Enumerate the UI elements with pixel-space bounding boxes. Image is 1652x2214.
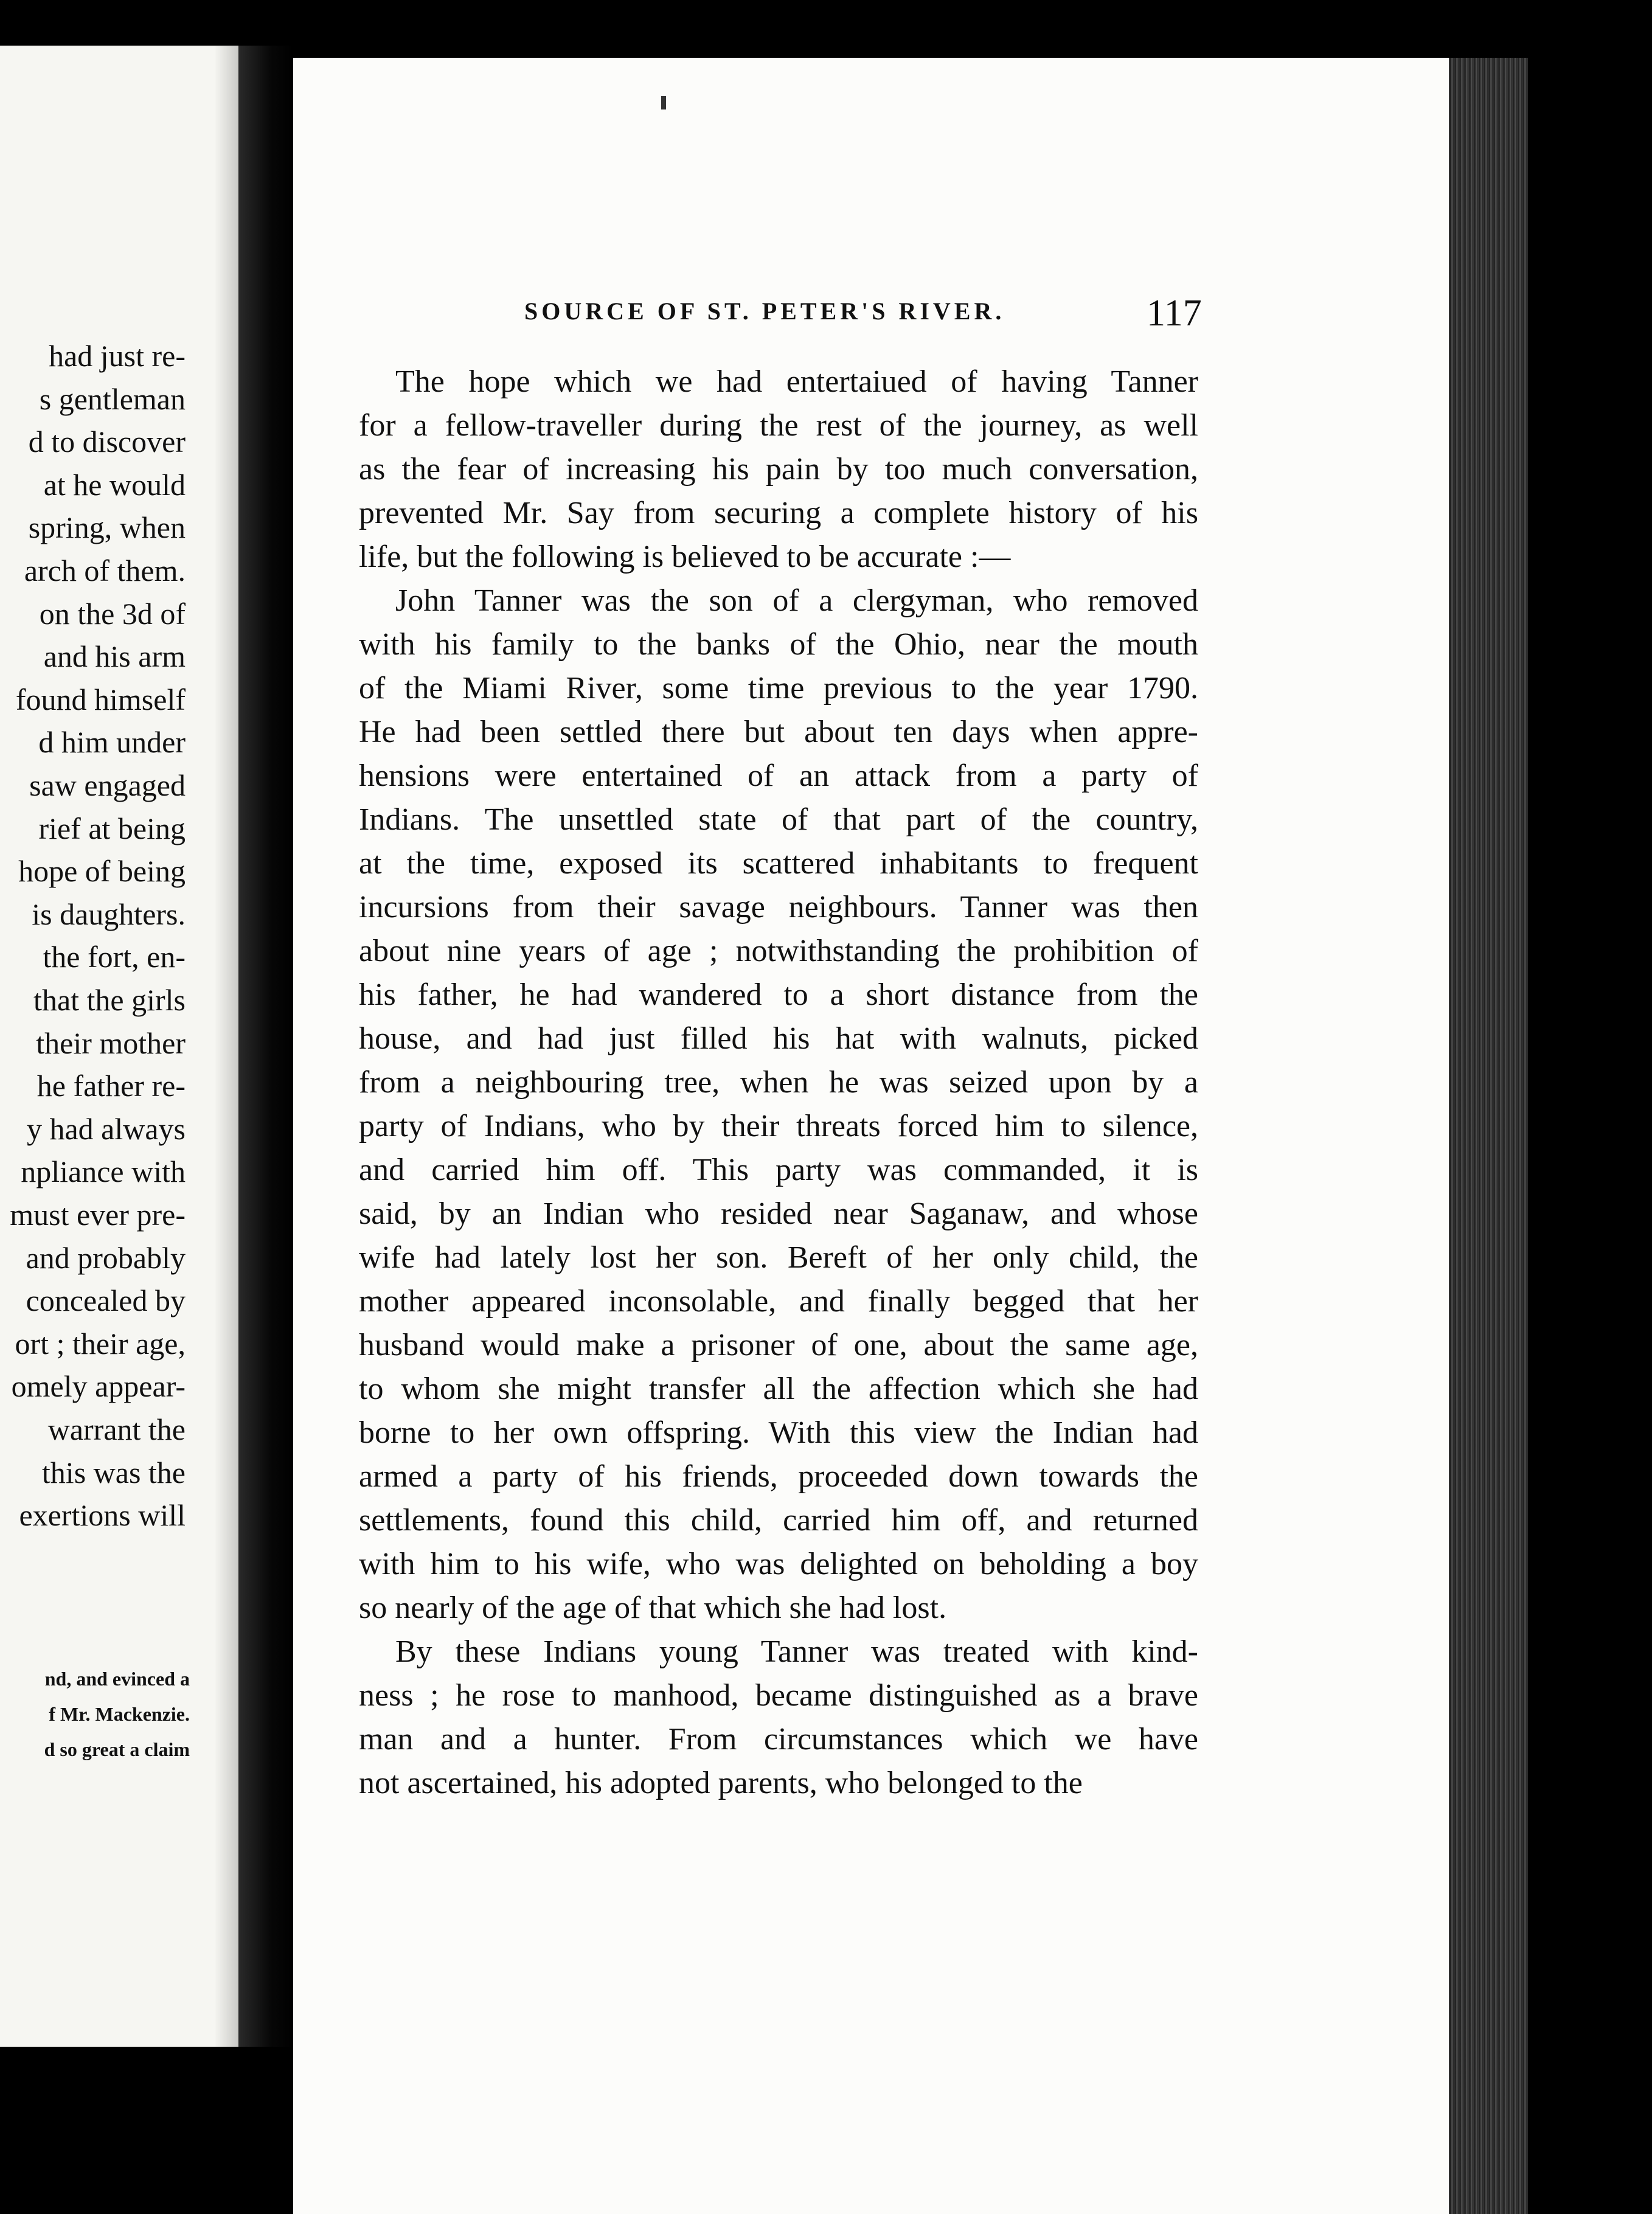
- book-gutter: [238, 46, 293, 2047]
- left-page-line: arch of them.: [24, 554, 186, 588]
- page-number: 117: [1147, 293, 1202, 334]
- left-page-line: saw engaged: [29, 768, 186, 802]
- left-page-line: on the 3d of: [39, 596, 186, 631]
- left-page-footnote: f Mr. Mackenzie.: [49, 1703, 190, 1725]
- body-line: not ascertained, his adopted parents, who belonged to the: [359, 1766, 1083, 1800]
- body-line: with his family to the banks of the Ohio, near the mouth: [359, 627, 1198, 662]
- page-edge-stack: [1449, 58, 1528, 2214]
- body-line: party of Indians, who by their threats forced him to silence,: [359, 1109, 1198, 1143]
- body-line: Indians. The unsettled state of that part of the country,: [359, 802, 1198, 837]
- left-page-line: y had always: [26, 1111, 186, 1146]
- body-line: so nearly of the age of that which she had lost.: [359, 1591, 947, 1625]
- body-line: armed a party of his friends, proceeded down towards the: [359, 1459, 1198, 1494]
- left-page-line: exertions will: [19, 1498, 186, 1533]
- body-line: said, by an Indian who resided near Saganaw, and whose: [359, 1196, 1198, 1231]
- body-line: for a fellow-traveller during the rest of the journey, as well: [359, 408, 1198, 443]
- body-line: prevented Mr. Say from securing a complete history of his: [359, 496, 1198, 530]
- left-page-line: spring, when: [28, 510, 186, 545]
- running-title: SOURCE OF ST. PETER'S RIVER.: [524, 297, 1005, 325]
- left-page-line: concealed by: [26, 1283, 186, 1318]
- page-curl-shadow: [214, 46, 238, 2047]
- left-page-line: is daughters.: [32, 897, 186, 931]
- left-page-footnote: d so great a claim: [44, 1738, 190, 1760]
- body-line: of the Miami River, some time previous to the year 1790.: [359, 671, 1198, 706]
- body-line: from a neighbouring tree, when he was seized upon by a: [359, 1065, 1198, 1100]
- body-line: house, and had just filled his hat with walnuts, picked: [359, 1021, 1198, 1056]
- left-page-line: that the girls: [33, 983, 186, 1017]
- left-page-line: d him under: [38, 725, 186, 760]
- left-page-line: found himself: [15, 682, 186, 717]
- body-line: and carried him off. This party was commanded, it is: [359, 1153, 1198, 1187]
- body-line: with him to his wife, who was delighted on beholding a boy: [359, 1547, 1198, 1581]
- body-line: borne to her own offspring. With this view the Indian had: [359, 1415, 1198, 1450]
- left-page-line: the fort, en-: [43, 940, 186, 974]
- body-line: ness ; he rose to manhood, became distinguished as a brave: [359, 1678, 1198, 1713]
- body-line: The hope which we had entertaiued of having Tanner: [395, 364, 1198, 399]
- body-line: settlements, found this child, carried him off, and returned: [359, 1503, 1198, 1538]
- left-page-line: ort ; their age,: [15, 1326, 186, 1361]
- left-page-line: and his arm: [43, 639, 186, 674]
- body-line: hensions were entertained of an attack from a party of: [359, 758, 1198, 793]
- left-page-line: s gentleman: [39, 381, 186, 416]
- left-page-line: he father re-: [36, 1069, 186, 1103]
- left-page-line: this was the: [41, 1455, 186, 1490]
- body-line: John Tanner was the son of a clergyman, who removed: [395, 583, 1198, 618]
- left-page-line: npliance with: [21, 1154, 186, 1189]
- left-page-line: warrant the: [47, 1412, 186, 1446]
- body-line: life, but the following is believed to be accurate :—: [359, 540, 1011, 574]
- body-line: about nine years of age ; notwithstanding the prohibition of: [359, 934, 1198, 968]
- body-line: husband would make a prisoner of one, about the same age,: [359, 1328, 1198, 1362]
- print-mark: [661, 96, 666, 109]
- left-page-line: and probably: [26, 1240, 186, 1275]
- body-line: his father, he had wandered to a short distance from the: [359, 977, 1198, 1012]
- body-line: He had been settled there but about ten days when appre-: [359, 715, 1198, 749]
- left-page-line: must ever pre-: [10, 1198, 186, 1232]
- body-line: incursions from their savage neighbours. Tanner was then: [359, 890, 1198, 925]
- left-page-footnote: nd, and evinced a: [44, 1668, 190, 1690]
- left-page-line: omely appear-: [11, 1369, 186, 1404]
- body-line: mother appeared inconsolable, and finally begged that her: [359, 1284, 1198, 1319]
- left-page-line: their mother: [36, 1025, 186, 1060]
- body-line: By these Indians young Tanner was treated with kind-: [395, 1634, 1198, 1669]
- left-page-line: had just re-: [49, 339, 186, 373]
- body-line: to whom she might transfer all the affection which she had: [359, 1372, 1198, 1406]
- left-page-line: rief at being: [38, 811, 186, 845]
- body-line: wife had lately lost her son. Bereft of her only child, the: [359, 1240, 1198, 1275]
- body-line: at the time, exposed its scattered inhabitants to frequent: [359, 846, 1198, 881]
- left-page-line: at he would: [43, 467, 186, 502]
- left-page-line: d to discover: [28, 425, 186, 459]
- body-line: man and a hunter. From circumstances which we have: [359, 1722, 1198, 1757]
- left-page-line: hope of being: [18, 854, 186, 889]
- body-line: as the fear of increasing his pain by too much conversation,: [359, 452, 1198, 487]
